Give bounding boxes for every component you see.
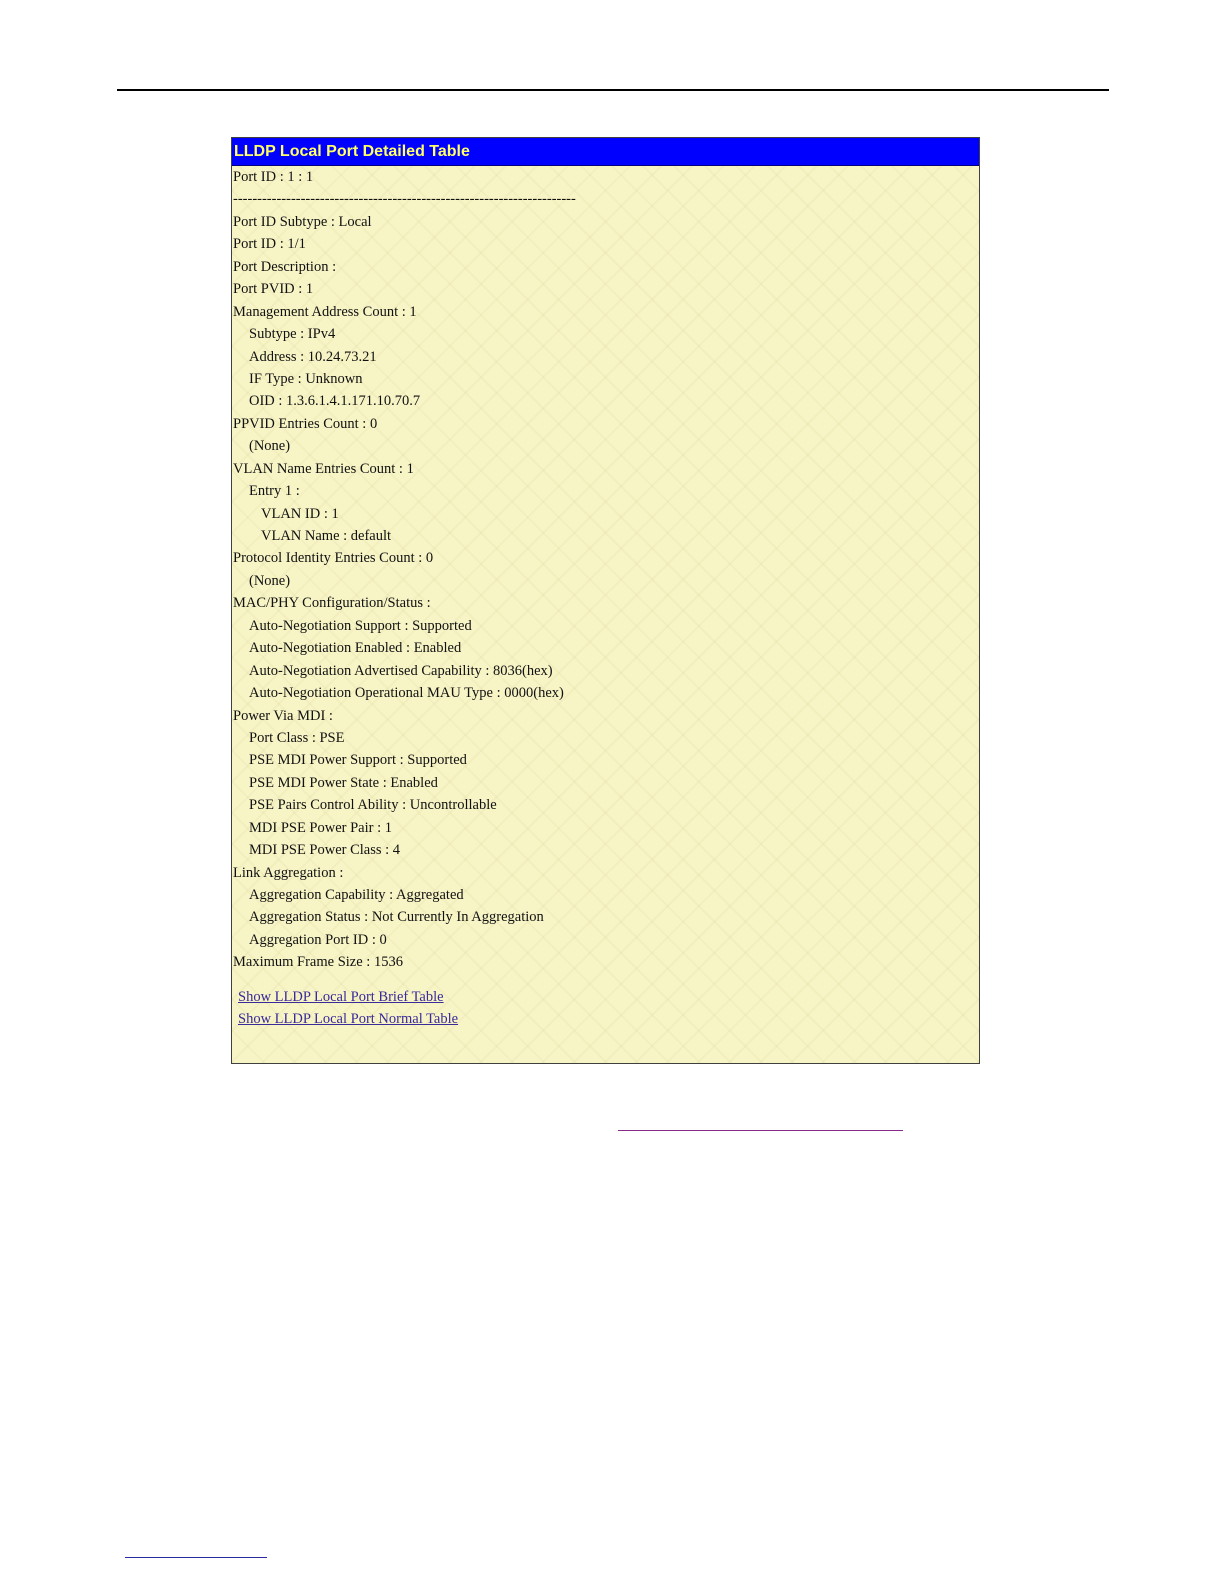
detail-line: Port ID : 1 : 1 [233,169,314,185]
detail-line: Auto-Negotiation Operational MAU Type : 0000(hex) [249,685,564,702]
detail-line: PSE Pairs Control Ability : Uncontrollable [249,797,497,814]
detail-line: Aggregation Capability : Aggregated [249,887,464,903]
detail-line: VLAN Name : default [261,528,392,544]
detail-line: (None) [249,438,291,455]
detail-line: OID : 1.3.6.1.4.1.171.10.70.7 [249,393,421,410]
detail-line: IF Type : Unknown [249,370,363,387]
footer-underline [125,1557,267,1558]
detail-line: ----------------------------------------------------------------------- [233,191,576,208]
detail-line: MDI PSE Power Pair : 1 [249,819,392,836]
detail-line: Port Description : [233,258,337,275]
lldp-detail-panel [231,137,980,1064]
caption-underline [618,1130,903,1131]
detail-line: Auto-Negotiation Support : Supported [249,617,472,634]
show-brief-table-link[interactable]: Show LLDP Local Port Brief Table [238,988,444,1005]
detail-line: PSE MDI Power Support : Supported [249,752,467,769]
detail-line: Management Address Count : 1 [233,303,417,320]
detail-line: MDI PSE Power Class : 4 [249,842,401,859]
detail-line: Port PVID : 1 [233,281,314,298]
detail-line: PPVID Entries Count : 0 [233,415,378,432]
detail-line: Address : 10.24.73.21 [249,348,377,365]
detail-line: Entry 1 : [249,483,300,500]
page-header-rule [117,89,1109,91]
detail-line: Link Aggregation : [233,864,344,881]
detail-line: PSE MDI Power State : Enabled [249,774,438,791]
detail-line: Maximum Frame Size : 1536 [233,954,403,971]
detail-line: Port Class : PSE [249,729,345,746]
detail-lines [232,166,979,974]
show-normal-table-link[interactable]: Show LLDP Local Port Normal Table [238,1011,459,1028]
detail-line: Auto-Negotiation Enabled : Enabled [249,640,462,657]
detail-line: Subtype : IPv4 [249,326,336,343]
detail-line: Port ID : 1/1 [233,236,306,253]
panel-title: LLDP Local Port Detailed Table [232,138,979,166]
detail-line: Protocol Identity Entries Count : 0 [233,550,434,567]
detail-line: VLAN Name Entries Count : 1 [233,460,414,477]
detail-line: Auto-Negotiation Advertised Capability : 8036(hex) [249,662,553,679]
detail-line: Aggregation Status : Not Currently In Aggregation [249,909,544,926]
detail-line: VLAN ID : 1 [261,505,339,522]
detail-line: Power Via MDI : [233,707,333,724]
detail-line: MAC/PHY Configuration/Status : [233,595,431,612]
detail-line: Port ID Subtype : Local [233,213,372,230]
detail-line: (None) [249,572,291,589]
panel-links [232,986,979,1031]
detail-line: Aggregation Port ID : 0 [249,931,387,948]
